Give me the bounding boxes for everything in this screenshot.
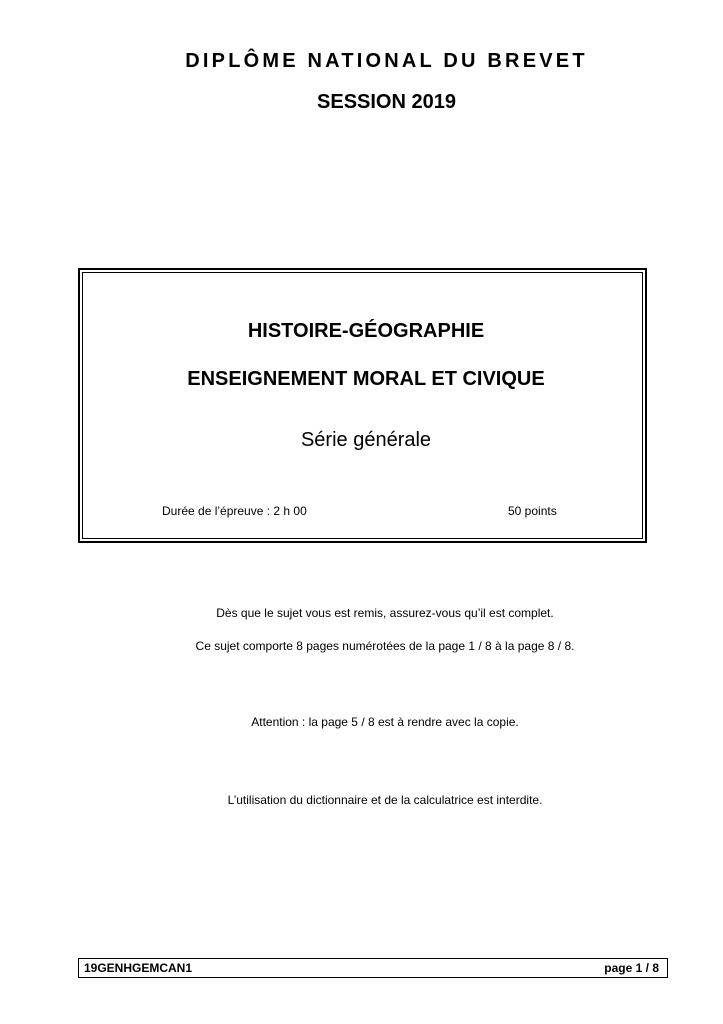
subject-box-inner-border — [82, 272, 643, 539]
exam-title: DIPLÔME NATIONAL DU BREVET — [185, 50, 588, 72]
instruction-complete-check: Dès que le sujet vous est remis, assurez-vous qu’il est complet. — [216, 606, 554, 620]
page-footer — [78, 958, 668, 978]
instruction-page-count: Ce sujet comporte 8 pages numérotées de la page 1 / 8 à la page 8 / 8. — [195, 639, 575, 653]
page-number: page 1 / 8 — [604, 961, 659, 975]
exam-duration: Durée de l’épreuve : 2 h 00 — [162, 504, 307, 518]
series-label: Série générale — [300, 429, 432, 451]
instruction-prohibited: L’utilisation du dictionnaire et de la calculatrice est interdite. — [227, 793, 543, 807]
subject-title: HISTOIRE-GÉOGRAPHIE — [247, 320, 485, 342]
subject-box — [78, 268, 647, 543]
instruction-attention: Attention : la page 5 / 8 est à rendre avec la copie. — [251, 715, 519, 729]
exam-points: 50 points — [508, 504, 557, 518]
exam-session: SESSION 2019 — [317, 91, 456, 113]
subject-code: 19GENHGEMCAN1 — [84, 961, 193, 975]
subject-subtitle: ENSEIGNEMENT MORAL ET CIVIQUE — [187, 368, 545, 390]
